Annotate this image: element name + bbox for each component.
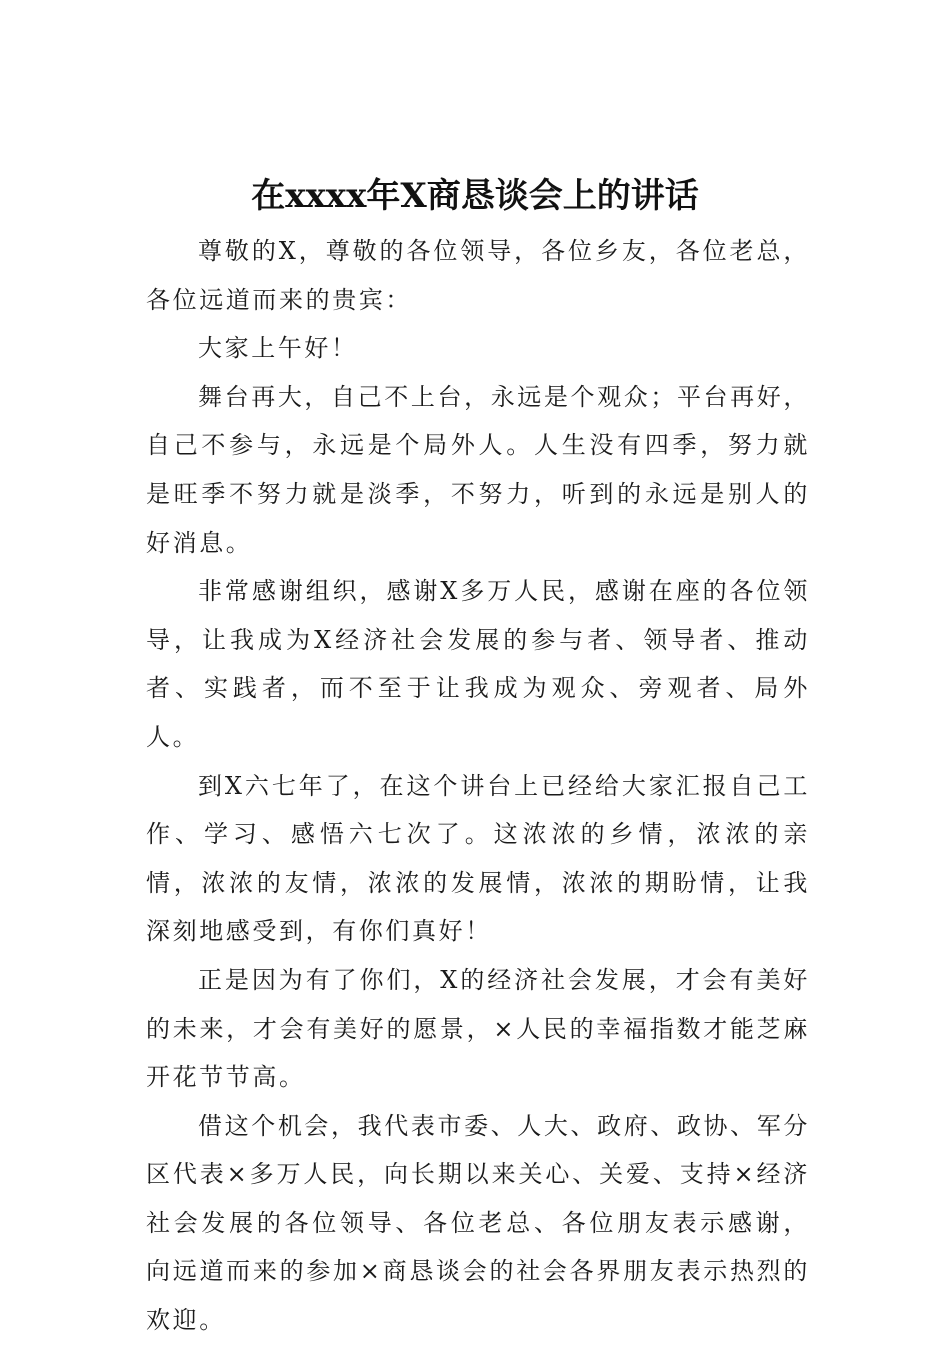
paragraph-welcome: 借这个机会，我代表市委、人大、政府、政协、军分区代表×多万人民，向长期以来关心、关爱、支持×经济社会发展的各位领导、各位老总、各位朋友表示感谢，向远道而来的参加×商恳谈会的社会各界朋友表示热烈的欢迎。 [146,1111,810,1335]
paragraph-years: 到X六七年了，在这个讲台上已经给大家汇报自己工作、学习、感悟六七次了。这浓浓的乡情，浓浓的亲情，浓浓的友情，浓浓的发展情，浓浓的期盼情，让我深刻地感受到，有你们真好！ [146,771,810,946]
paragraph-thanks: 非常感谢组织，感谢X多万人民，感谢在座的各位领导，让我成为X经济社会发展的参与者、领导者、推动者、实践者，而不至于让我成为观众、旁观者、局外人。 [146,577,810,751]
paragraph-salutation: 尊敬的X，尊敬的各位领导，各位乡友，各位老总，各位远道而来的贵宾： [146,237,810,314]
page-title: 在xxxx年X商恳谈会上的讲话 [251,175,699,216]
speech-body [146,227,810,1345]
paragraph-future: 正是因为有了你们，X的经济社会发展，才会有美好的未来，才会有美好的愿景，×人民的幸福指数才能芝麻开花节节高。 [146,965,810,1092]
paragraph-stage: 舞台再大，自己不上台，永远是个观众；平台再好，自己不参与，永远是个局外人。人生没有四季，努力就是旺季不努力就是淡季，不努力，听到的永远是别人的好消息。 [146,382,810,557]
paragraph-greeting: 大家上午好！ [198,334,358,363]
